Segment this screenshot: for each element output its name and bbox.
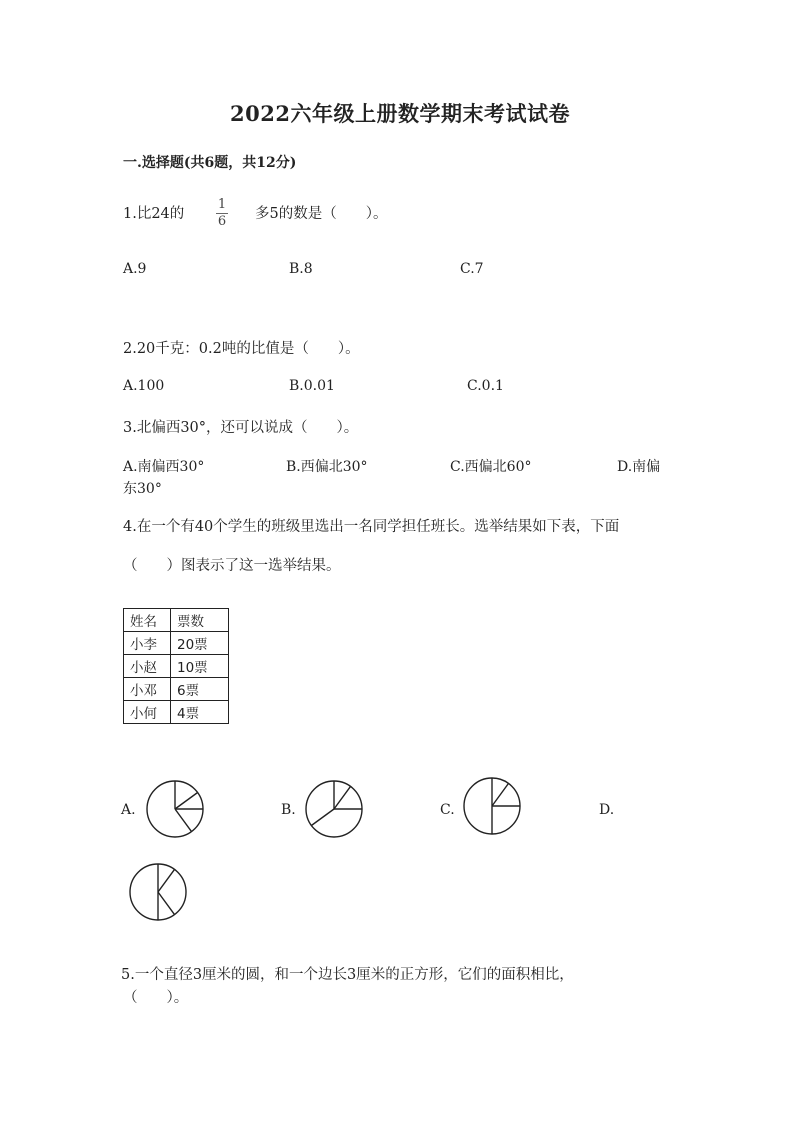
question-4-line-2: （ ）图表示了这一选举结果。 xyxy=(123,558,341,574)
question-3-option-b[interactable]: B.西偏北30° xyxy=(286,459,368,475)
question-5-line-1: 5.一个直径3厘米的圆，和一个边长3厘米的正方形，它们的面积相比， xyxy=(121,967,574,983)
question-2-option-a[interactable]: A.100 xyxy=(123,378,165,394)
pie-chart-option-c[interactable] xyxy=(462,776,522,836)
table-cell-name: 小何 xyxy=(124,701,171,724)
pie-divider xyxy=(311,809,334,826)
table-header-votes: 票数 xyxy=(171,609,229,632)
pie-divider xyxy=(158,869,175,892)
table-row xyxy=(124,632,229,655)
pie-chart-option-b[interactable] xyxy=(304,779,364,839)
question-1-option-b[interactable]: B.8 xyxy=(289,261,313,277)
question-3-option-c[interactable]: C.西偏北60° xyxy=(450,459,532,475)
table-cell-votes: 6票 xyxy=(171,678,229,701)
pie-chart-option-d[interactable] xyxy=(128,862,188,922)
table-cell-name: 小赵 xyxy=(124,655,171,678)
page-title: 2022六年级上册数学期末考试试卷 xyxy=(230,101,570,126)
question-4-option-a-label[interactable]: A. xyxy=(121,802,136,818)
question-1-option-a[interactable]: A.9 xyxy=(123,261,147,277)
question-3-option-d[interactable]: D.南偏 xyxy=(617,459,661,475)
question-5-line-2: （ ）。 xyxy=(123,990,189,1006)
question-2-option-b[interactable]: B.0.01 xyxy=(289,378,335,394)
question-3-option-a[interactable]: A.南偏西30° xyxy=(123,459,205,475)
table-cell-votes: 10票 xyxy=(171,655,229,678)
question-1-option-c[interactable]: C.7 xyxy=(460,261,484,277)
question-3-text: 3.北偏西30°，还可以说成（ ）。 xyxy=(123,420,359,436)
fraction-numerator: 1 xyxy=(217,197,227,212)
pie-chart-option-a[interactable] xyxy=(145,779,205,839)
pie-divider xyxy=(492,783,509,806)
table-row xyxy=(124,655,229,678)
table-cell-votes: 4票 xyxy=(171,701,229,724)
question-2-text: 2.20千克：0.2吨的比值是（ ）。 xyxy=(123,341,360,357)
table-header-name: 姓名 xyxy=(124,609,171,632)
vote-table xyxy=(123,608,229,724)
table-cell-name: 小邓 xyxy=(124,678,171,701)
question-1-text-before: 1.比24的 xyxy=(123,206,185,222)
question-4-option-c-label[interactable]: C. xyxy=(440,802,455,818)
fraction-denominator: 6 xyxy=(217,214,227,229)
table-cell-name: 小李 xyxy=(124,632,171,655)
pie-divider xyxy=(175,809,192,832)
section-heading: 一.选择题(共6题，共12分) xyxy=(123,155,297,171)
pie-divider xyxy=(334,786,351,809)
question-3-option-d-continued: 东30° xyxy=(123,481,162,497)
question-4-option-d-label[interactable]: D. xyxy=(599,802,615,818)
table-row xyxy=(124,701,229,724)
pie-divider xyxy=(158,892,175,915)
pie-divider xyxy=(175,793,198,810)
table-cell-votes: 20票 xyxy=(171,632,229,655)
question-2-option-c[interactable]: C.0.1 xyxy=(467,378,504,394)
question-1-fraction xyxy=(216,198,228,229)
question-4-option-b-label[interactable]: B. xyxy=(281,802,296,818)
question-4-line-1: 4.在一个有40个学生的班级里选出一名同学担任班长。选举结果如下表，下面 xyxy=(123,519,620,535)
table-row xyxy=(124,678,229,701)
table-header-row xyxy=(124,609,229,632)
question-1-text-after: 多5的数是（ ）。 xyxy=(255,206,388,222)
